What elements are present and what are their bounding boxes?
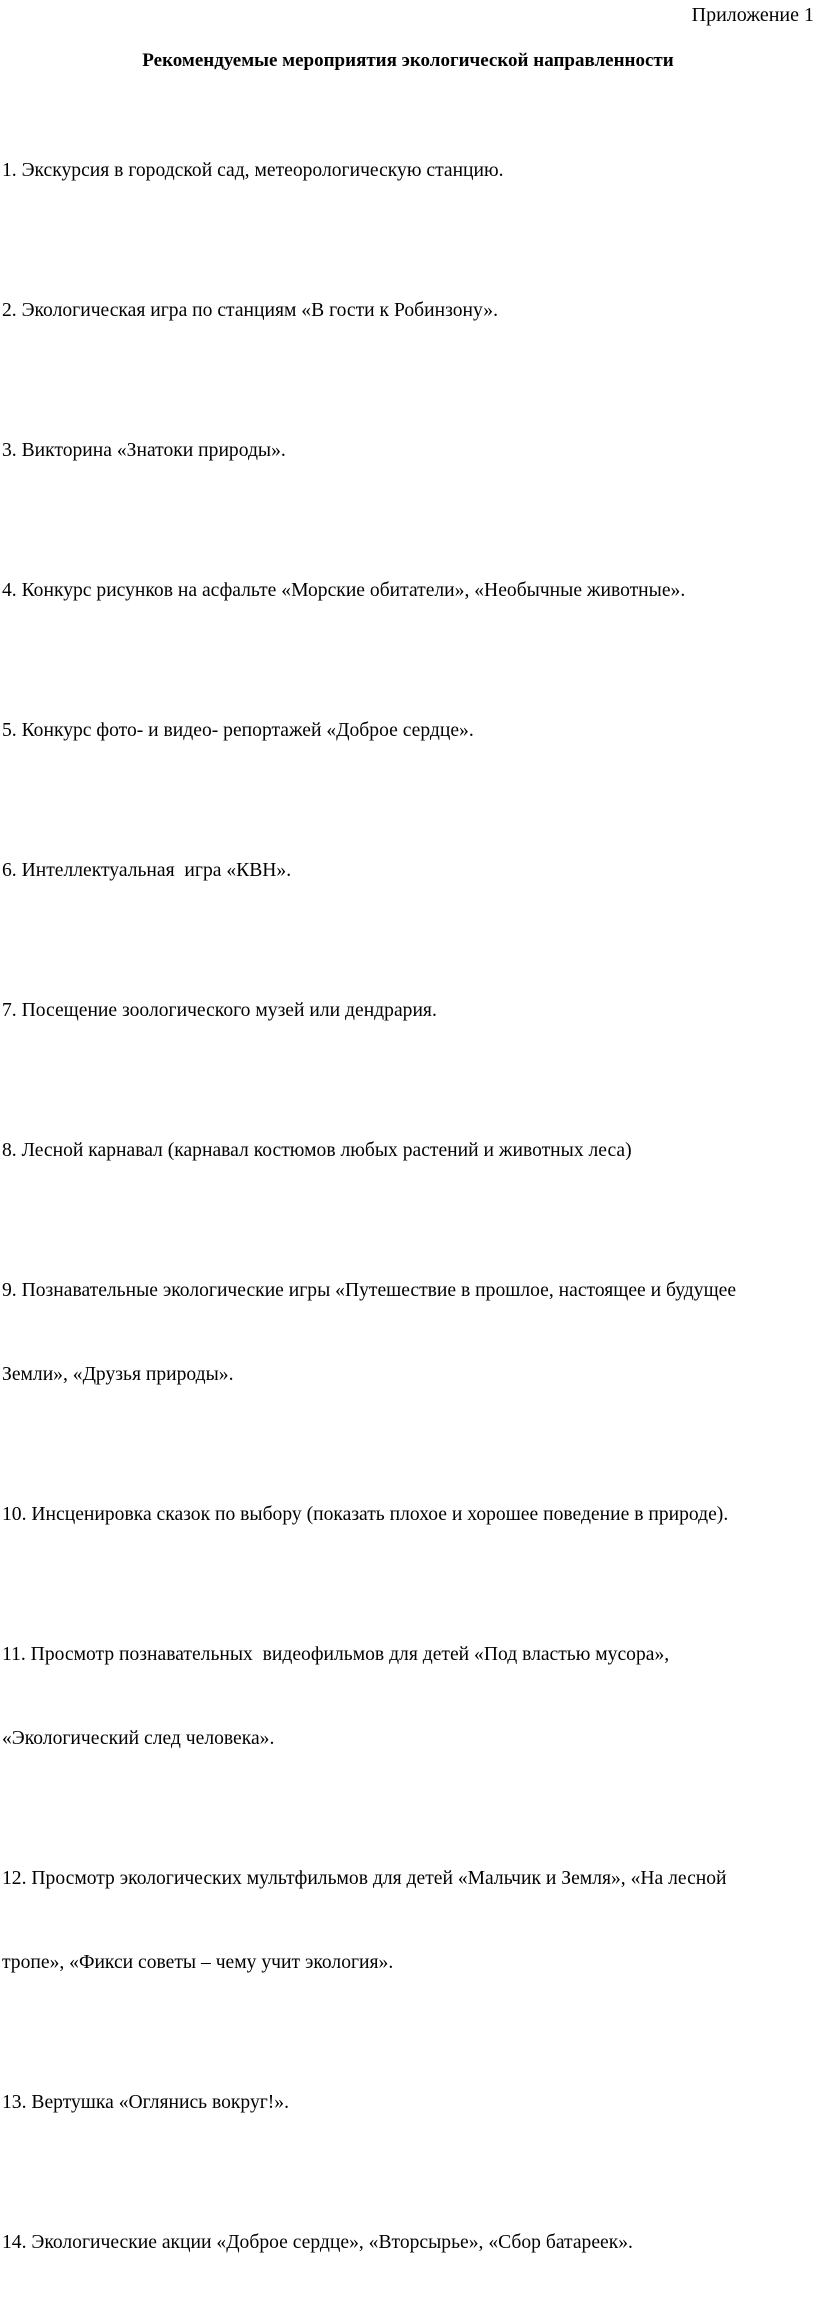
list-item-text: 1. Экскурсия в городской сад, метеорологическую станцию. bbox=[2, 160, 504, 181]
list-item bbox=[2, 2173, 802, 2313]
events-list bbox=[2, 101, 802, 2313]
appendix-label: Приложение 1 bbox=[691, 4, 814, 26]
list-item bbox=[2, 2033, 802, 2173]
list-item-text-continuation: Земли», «Друзья природы». bbox=[2, 1364, 234, 1385]
list-item-text: 4. Конкурс рисунков на асфальте «Морские обитатели», «Необычные животные». bbox=[2, 580, 686, 601]
list-item-text: 8. Лесной карнавал (карнавал костюмов любых растений и животных леса) bbox=[2, 1140, 632, 1161]
list-item bbox=[2, 1445, 802, 1585]
list-item-text: 5. Конкурс фото- и видео- репортажей «Доброе сердце». bbox=[2, 720, 474, 741]
list-item-text: 10. Инсценировка сказок по выбору (показать плохое и хорошее поведение в природе). bbox=[2, 1504, 729, 1525]
list-item-text-continuation: тропе», «Фикси советы – чему учит экология». bbox=[2, 1952, 394, 1973]
list-item bbox=[2, 1221, 802, 1445]
list-item-text: 13. Вертушка «Оглянись вокруг!». bbox=[2, 2092, 290, 2113]
list-item-text: 3. Викторина «Знатоки природы». bbox=[2, 440, 286, 461]
list-item bbox=[2, 101, 802, 241]
list-item bbox=[2, 1809, 802, 2033]
list-item-text: 11. Просмотр познавательных видеофильмов для детей «Под властью мусора», bbox=[2, 1644, 670, 1665]
list-item bbox=[2, 1081, 802, 1221]
list-item-text: 9. Познавательные экологические игры «Путешествие в прошлое, настоящее и будущее bbox=[2, 1280, 737, 1301]
list-item-text: 14. Экологические акции «Доброе сердце», «Вторсырье», «Сбор батареек». bbox=[2, 2232, 633, 2253]
list-item-text: 2. Экологическая игра по станциям «В гости к Робинзону». bbox=[2, 300, 499, 321]
list-item bbox=[2, 381, 802, 521]
list-item-text-continuation: «Экологический след человека». bbox=[2, 1728, 275, 1749]
list-item bbox=[2, 941, 802, 1081]
list-item-text: 6. Интеллектуальная игра «КВН». bbox=[2, 860, 292, 881]
list-item-text: 12. Просмотр экологических мультфильмов для детей «Мальчик и Земля», «На лесной bbox=[2, 1868, 727, 1889]
list-item bbox=[2, 521, 802, 661]
list-item bbox=[2, 661, 802, 801]
list-item bbox=[2, 241, 802, 381]
list-item bbox=[2, 801, 802, 941]
list-item bbox=[2, 1585, 802, 1809]
list-item-text: 7. Посещение зоологического музей или дендрария. bbox=[2, 1000, 437, 1021]
document-title: Рекомендуемые мероприятия экологической направленности bbox=[142, 50, 674, 71]
